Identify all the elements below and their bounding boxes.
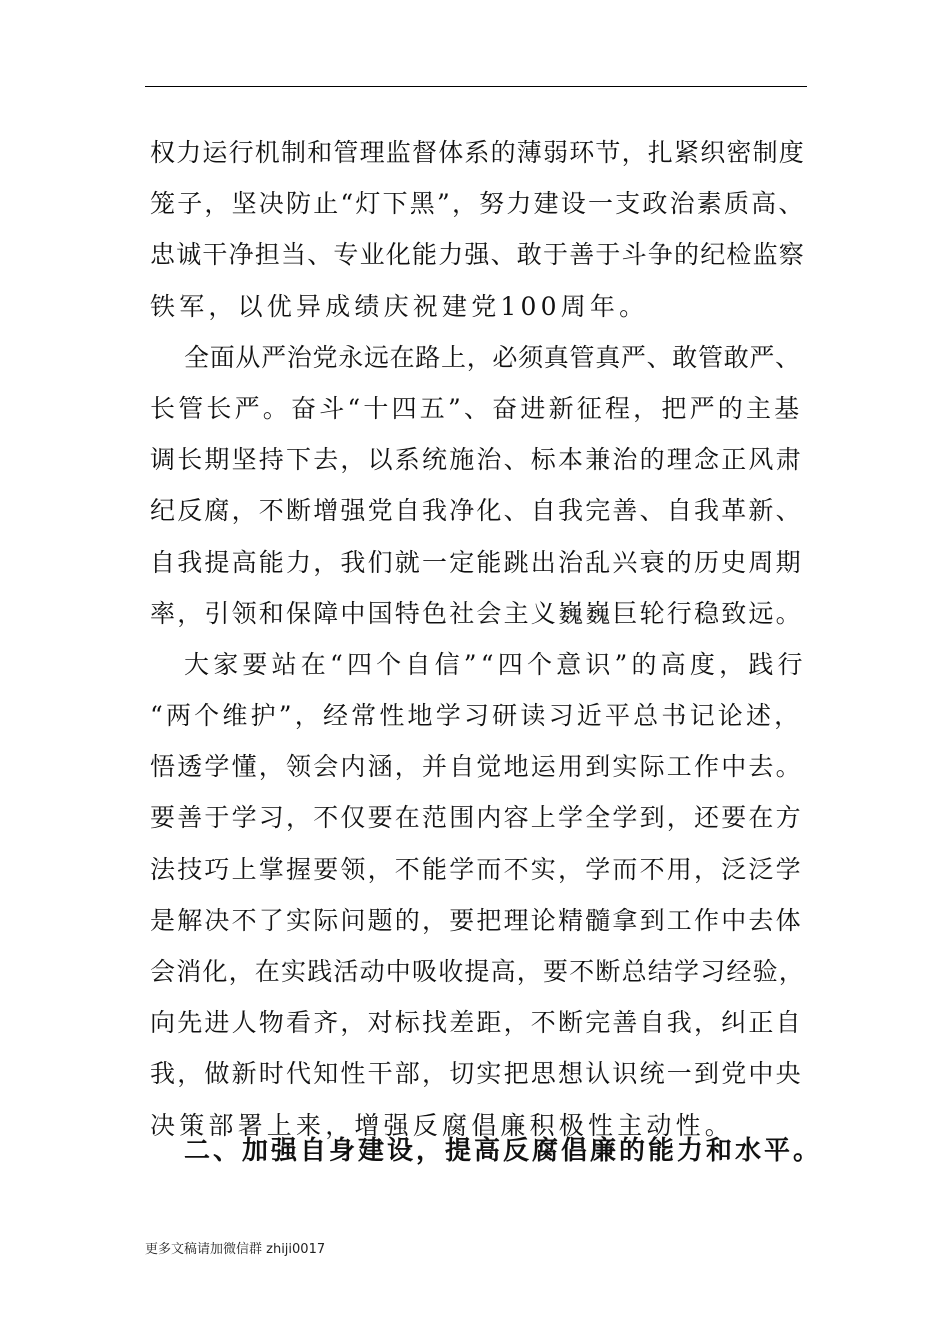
paragraph-3-line-10: 决策部署上来，增强反腐倡廉积极性主动性。 bbox=[150, 1110, 735, 1140]
paragraph-3-line-4: 要善于学习，不仅要在范围内容上学全学到，还要在方 bbox=[150, 803, 803, 833]
paragraph-3-line-5: 法技巧上掌握要领，不能学而不实，学而不用，泛泛学 bbox=[150, 854, 803, 884]
paragraph-3-line-2: “两个维护”，经常性地学习研读习近平总书记论述， bbox=[150, 701, 803, 731]
paragraph-1-line-2: 笼子，坚决防止“灯下黑”，努力建设一支政治素质高、 bbox=[150, 189, 806, 219]
paragraph-2-line-6: 率，引领和保障中国特色社会主义巍巍巨轮行稳致远。 bbox=[150, 598, 803, 628]
paragraph-2-line-3: 调长期坚持下去，以系统施治、标本兼治的理念正风肃 bbox=[150, 445, 803, 475]
paragraph-2-line-1: 全面从严治党永远在路上，必须真管真严、敢管敢严、 bbox=[184, 342, 801, 372]
paragraph-3-line-9: 我，做新时代知性干部，切实把思想认识统一到党中央 bbox=[150, 1059, 803, 1089]
paragraph-3-line-1: 大家要站在“四个自信”“四个意识”的高度，践行 bbox=[184, 649, 807, 679]
paragraph-2-line-4: 纪反腐，不断增强党自我净化、自我完善、自我革新、 bbox=[150, 496, 803, 526]
paragraph-3-line-6: 是解决不了实际问题的，要把理论精髓拿到工作中去体 bbox=[150, 905, 803, 935]
paragraph-1-line-1: 权力运行机制和管理监督体系的薄弱环节，扎紧织密制度 bbox=[150, 138, 806, 167]
paragraph-3-line-8: 向先进人物看齐，对标找差距，不断完善自我，纠正自 bbox=[150, 1008, 803, 1038]
section-heading: 二、加强自身建设，提高反腐倡廉的能力和水平。 bbox=[184, 1136, 823, 1166]
footer-note: 更多文稿请加微信群 zhiji0017 bbox=[145, 1242, 326, 1257]
paragraph-1-line-3: 忠诚干净担当、专业化能力强、敢于善于斗争的纪检监察 bbox=[150, 240, 806, 270]
paragraph-2-line-2: 长管长严。奋斗“十四五”、奋进新征程，把严的主基 bbox=[150, 393, 803, 423]
paragraph-3-line-3: 悟透学懂，领会内涵，并自觉地运用到实际工作中去。 bbox=[150, 752, 803, 782]
document-body bbox=[150, 127, 810, 1151]
paragraph-2-line-5: 自我提高能力，我们就一定能跳出治乱兴衰的历史周期 bbox=[150, 547, 803, 577]
paragraph-3-line-7: 会消化，在实践活动中吸收提高，要不断总结学习经验， bbox=[150, 957, 806, 986]
paragraph-1-line-4: 铁军，以优异成绩庆祝建党100周年。 bbox=[150, 291, 649, 321]
header-rule bbox=[145, 86, 807, 87]
